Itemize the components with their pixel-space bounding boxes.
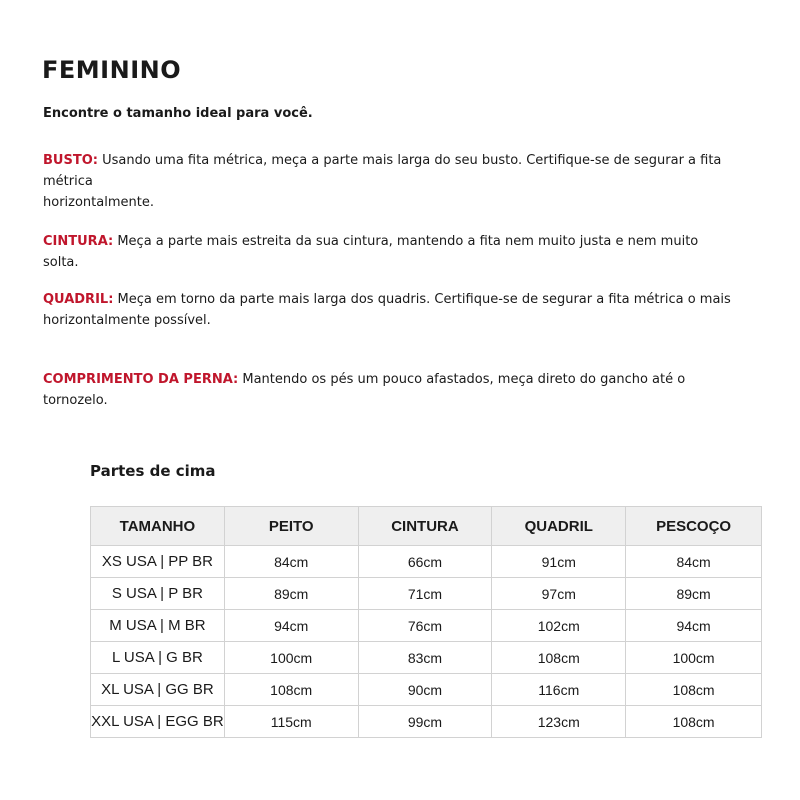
cell-cintura: 83cm [358,642,492,674]
cell-pescoco: 84cm [626,546,762,578]
cell-peito: 108cm [224,674,358,706]
cell-pescoco: 89cm [626,578,762,610]
measure-description: Mantendo os pés um pouco afastados, meça direto do gancho até o tornozelo. [43,372,686,408]
cell-cintura: 66cm [358,546,492,578]
cell-cintura: 76cm [358,610,492,642]
measure-description-cont: horizontalmente possível. [43,313,211,328]
table-header-row [91,507,762,546]
cell-cintura: 90cm [358,674,492,706]
table-row [91,706,762,738]
cell-quadril: 97cm [492,578,626,610]
cell-pescoco: 108cm [626,706,762,738]
measure-quadril [43,289,733,331]
table-row [91,546,762,578]
cell-size: S USA | P BR [91,578,225,610]
cell-size: XXL USA | EGG BR [91,706,225,738]
cell-pescoco: 108cm [626,674,762,706]
table-row [91,610,762,642]
page-title: FEMININO [42,56,182,84]
header-cintura: CINTURA [358,507,492,546]
cell-quadril: 123cm [492,706,626,738]
measure-busto [43,150,733,213]
measure-term: BUSTO: [43,153,98,168]
measure-term: QUADRIL: [43,292,114,307]
cell-peito: 89cm [224,578,358,610]
cell-cintura: 99cm [358,706,492,738]
cell-size: XS USA | PP BR [91,546,225,578]
measure-term: CINTURA: [43,234,114,249]
cell-size: XL USA | GG BR [91,674,225,706]
cell-pescoco: 94cm [626,610,762,642]
size-table [90,506,762,738]
cell-quadril: 108cm [492,642,626,674]
table-row [91,642,762,674]
cell-peito: 94cm [224,610,358,642]
measure-description: Usando uma fita métrica, meça a parte mais larga do seu busto. Certifique-se de segurar a fita métrica [43,153,722,189]
cell-peito: 84cm [224,546,358,578]
measure-comprimento-perna [43,369,733,411]
cell-pescoco: 100cm [626,642,762,674]
measure-description-cont: horizontalmente. [43,195,154,210]
header-peito: PEITO [224,507,358,546]
measure-description: Meça em torno da parte mais larga dos quadris. Certifique-se de segurar a fita métrica o mais [113,292,731,307]
table-title: Partes de cima [90,462,216,480]
header-quadril: QUADRIL [492,507,626,546]
header-pescoco: PESCOÇO [626,507,762,546]
header-tamanho: TAMANHO [91,507,225,546]
cell-peito: 100cm [224,642,358,674]
cell-cintura: 71cm [358,578,492,610]
cell-size: M USA | M BR [91,610,225,642]
cell-quadril: 116cm [492,674,626,706]
measure-cintura [43,231,733,273]
table-row [91,578,762,610]
cell-quadril: 102cm [492,610,626,642]
cell-quadril: 91cm [492,546,626,578]
table-row [91,674,762,706]
measure-description: Meça a parte mais estreita da sua cintura, mantendo a fita nem muito justa e nem muito solta. [43,234,699,270]
cell-size: L USA | G BR [91,642,225,674]
intro-text: Encontre o tamanho ideal para você. [43,106,313,121]
cell-peito: 115cm [224,706,358,738]
measure-term: COMPRIMENTO DA PERNA: [43,372,239,387]
